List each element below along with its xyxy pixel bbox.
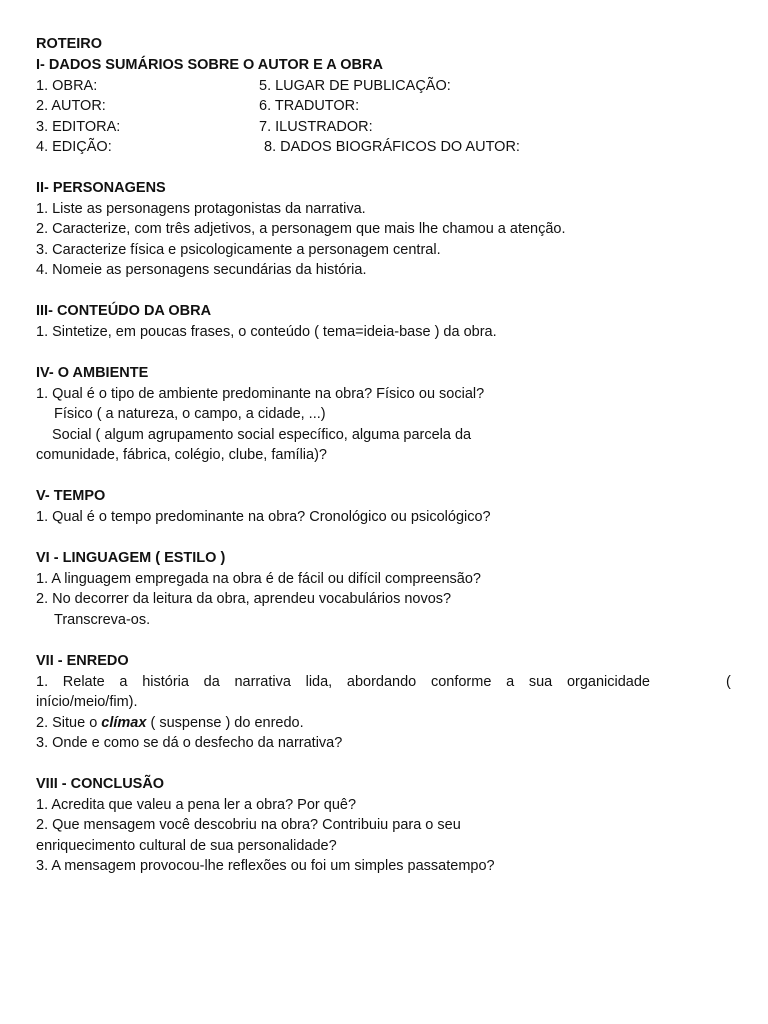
section-8-item: 2. Que mensagem você descobriu na obra? Contribuiu para o seu <box>36 817 461 833</box>
section-2-item: 2. Caracterize, com três adjetivos, a personagem que mais lhe chamou a atenção. <box>36 221 566 237</box>
field-lugar-publicacao: 5. LUGAR DE PUBLICAÇÃO: <box>259 78 451 94</box>
section-4-heading: IV- O AMBIENTE <box>36 365 149 381</box>
section-5-item: 1. Qual é o tempo predominante na obra? Cronológico ou psicológico? <box>36 509 491 525</box>
section-6-item: Transcreva-os. <box>54 612 151 628</box>
section-7-item <box>36 713 304 733</box>
section-2-item: 3. Caracterize física e psicologicamente a personagem central. <box>36 242 441 258</box>
section-8-heading: VIII - CONCLUSÃO <box>36 776 165 792</box>
section-7-text: ( suspense ) do enredo. <box>146 715 304 731</box>
section-8-item: 3. A mensagem provocou-lhe reflexões ou foi um simples passatempo? <box>36 858 495 874</box>
section-4-item: comunidade, fábrica, colégio, clube, família)? <box>36 447 327 463</box>
section-6-item: 2. No decorrer da leitura da obra, aprendeu vocabulários novos? <box>36 591 452 607</box>
section-8-item: enriquecimento cultural de sua personalidade? <box>36 838 337 854</box>
field-autor: 2. AUTOR: <box>36 98 106 114</box>
section-5-heading: V- TEMPO <box>36 488 106 504</box>
section-8-item: 1. Acredita que valeu a pena ler a obra? Por quê? <box>36 797 357 813</box>
field-editora: 3. EDITORA: <box>36 119 121 135</box>
field-dados-biograficos: 8. DADOS BIOGRÁFICOS DO AUTOR: <box>264 139 520 155</box>
field-obra: 1. OBRA: <box>36 78 98 94</box>
section-1-heading: I- DADOS SUMÁRIOS SOBRE O AUTOR E A OBRA <box>36 57 383 73</box>
section-2-item: 4. Nomeie as personagens secundárias da história. <box>36 262 367 278</box>
section-4-item: Social ( algum agrupamento social específico, alguma parcela da <box>52 427 472 443</box>
field-tradutor: 6. TRADUTOR: <box>259 98 360 114</box>
section-2-item: 1. Liste as personagens protagonistas da narrativa. <box>36 201 366 217</box>
section-7-item: 3. Onde e como se dá o desfecho da narrativa? <box>36 735 343 751</box>
climax-emphasis: clímax <box>101 715 147 731</box>
document-title: ROTEIRO <box>36 36 103 52</box>
section-2-heading: II- PERSONAGENS <box>36 180 166 196</box>
section-3-item: 1. Sintetize, em poucas frases, o conteúdo ( tema=ideia-base ) da obra. <box>36 324 497 340</box>
section-7-item: início/meio/fim). <box>36 694 138 710</box>
section-7-heading: VII - ENREDO <box>36 653 129 669</box>
section-4-item: 1. Qual é o tipo de ambiente predominante na obra? Físico ou social? <box>36 386 485 402</box>
section-7-paren: ( <box>726 674 731 690</box>
section-6-heading: VI - LINGUAGEM ( ESTILO ) <box>36 550 226 566</box>
section-7-item: 1. Relate a história da narrativa lida, abordando conforme a sua organicidade <box>36 674 650 690</box>
section-6-item: 1. A linguagem empregada na obra é de fácil ou difícil compreensão? <box>36 571 481 587</box>
field-ilustrador: 7. ILUSTRADOR: <box>259 119 373 135</box>
section-4-item: Físico ( a natureza, o campo, a cidade, ...) <box>54 406 326 422</box>
field-edicao: 4. EDIÇÃO: <box>36 139 112 155</box>
section-3-heading: III- CONTEÚDO DA OBRA <box>36 303 212 319</box>
section-7-text: 2. Situe o <box>36 715 102 731</box>
